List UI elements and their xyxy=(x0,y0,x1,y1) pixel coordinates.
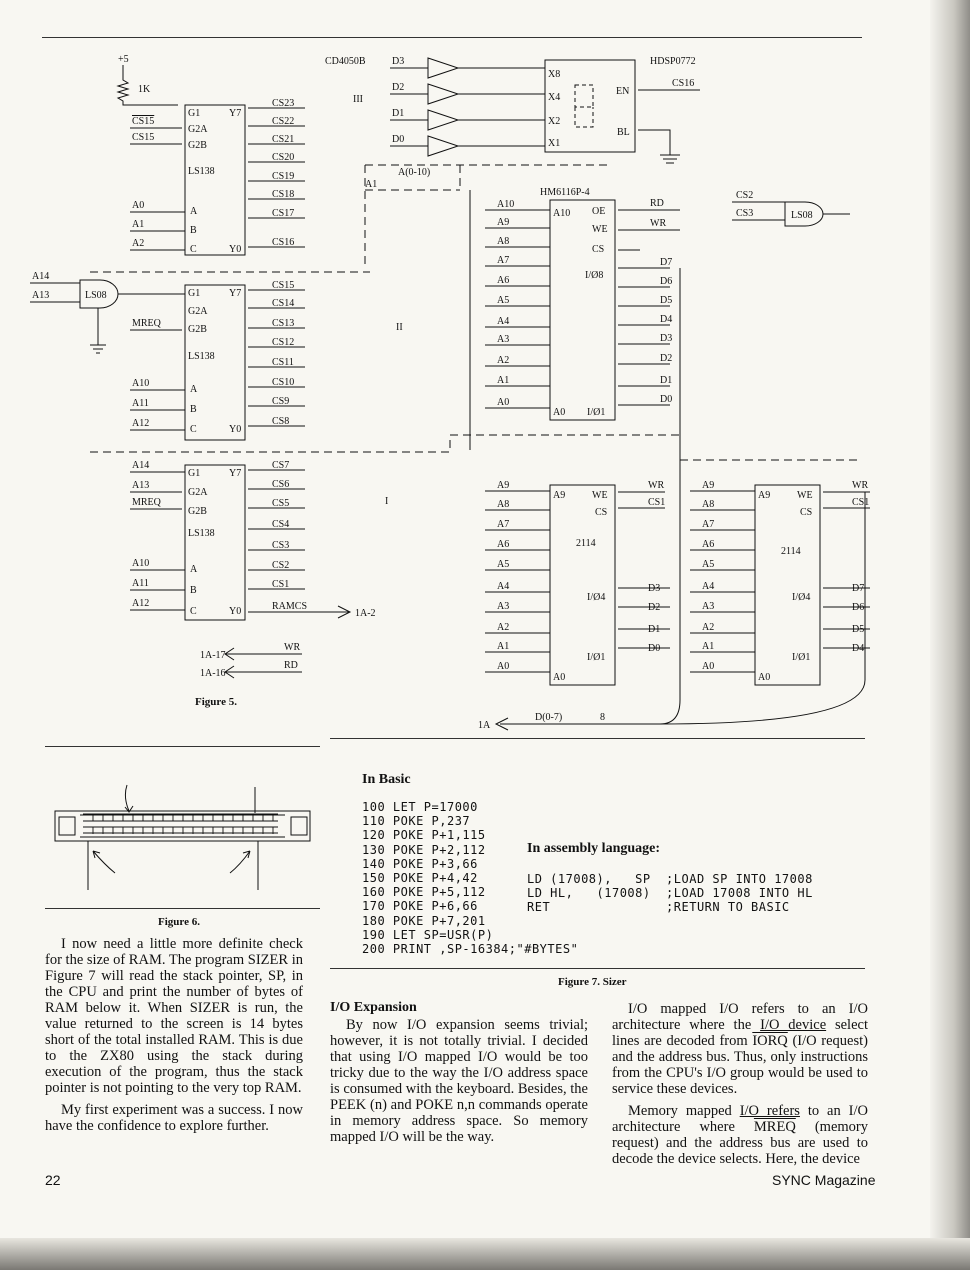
display-pin-x2: X2 xyxy=(548,116,561,127)
sram-right-addr-a7: A7 xyxy=(702,519,715,530)
basic-line: 130 POKE P+2,112 xyxy=(362,842,486,857)
sram-right-pin-cs: CS xyxy=(800,507,813,518)
display-pin-x4: X4 xyxy=(548,92,561,103)
basic-line: 100 LET P=17000 xyxy=(362,800,478,814)
decoder3-pin-g1: G1 xyxy=(188,468,201,479)
ram-pin-oe: OE xyxy=(592,206,606,217)
decoder1-outputs xyxy=(248,98,305,248)
right-column-text xyxy=(612,1001,868,1173)
sram-right-d4: D4 xyxy=(852,643,865,654)
decoder1-pin-b: B xyxy=(190,225,197,236)
decoder3-in-a13: A13 xyxy=(132,480,150,491)
wr-source: 1A-17 xyxy=(200,650,226,661)
decoder1-out-2: CS21 xyxy=(272,134,295,145)
sram-right-chip-label: 2114 xyxy=(781,546,801,557)
basic-line: 140 POKE P+3,66 xyxy=(362,856,478,871)
ram-pin-a10: A10 xyxy=(553,208,571,219)
connector-fingers xyxy=(83,814,278,834)
key-arrow xyxy=(125,785,133,812)
ram-data-lines xyxy=(618,257,680,460)
rd-source: 1A-16 xyxy=(200,668,226,679)
sram-right-pin-a9: A9 xyxy=(758,490,771,501)
decoder3-out-6: CS1 xyxy=(272,579,290,590)
ram-chip-label: HM6116P-4 xyxy=(540,187,590,198)
figure5-schematic xyxy=(20,40,870,740)
right-paragraph-2 xyxy=(612,1103,868,1167)
decoder1-out-0: CS23 xyxy=(272,98,295,109)
display-chip-label: HDSP0772 xyxy=(650,56,696,67)
sram-left-addr-a4: A4 xyxy=(497,581,510,592)
basic-line: 160 POKE P+5,112 xyxy=(362,885,486,900)
decoder1-pin-y0: Y0 xyxy=(229,244,242,255)
sram-left-addr-a9: A9 xyxy=(497,480,510,491)
decoder2-outputs xyxy=(248,280,305,427)
sram-right-addr-a5: A5 xyxy=(702,559,715,570)
figure6-edge-connector xyxy=(45,755,320,905)
ram-addr-a4: A4 xyxy=(497,316,510,327)
sram-right-d7: D7 xyxy=(852,583,865,594)
sram-left-chip-label: 2114 xyxy=(576,538,596,549)
fig6-rule xyxy=(45,746,320,747)
sram-left-pin-cs: CS xyxy=(595,507,608,518)
ram-pin-we: WE xyxy=(592,224,608,235)
sram-left-cs1: CS1 xyxy=(648,497,666,508)
ram-address-lines xyxy=(485,199,550,408)
sram-right-addr-a8: A8 xyxy=(702,499,715,510)
ram-addr-a5: A5 xyxy=(497,295,510,306)
sram-left-addr-a1: A1 xyxy=(497,641,510,652)
right-p2-text-b: to an I/O architecture where xyxy=(612,1103,868,1135)
sram-right-d6: D6 xyxy=(852,602,865,613)
ram-pin-a0: A0 xyxy=(553,407,566,418)
decoder3-pin-a: A xyxy=(190,564,198,575)
magazine-name: SYNC Magazine xyxy=(772,1172,876,1188)
decoder2-pin-b: B xyxy=(190,404,197,415)
sram-left-addr-a8: A8 xyxy=(497,499,510,510)
decoder2-pin-g1: G1 xyxy=(188,288,201,299)
decoder3-out-1: CS6 xyxy=(272,479,290,490)
decoder1-pin-g2b: G2B xyxy=(188,140,207,151)
basic-line: 170 POKE P+6,66 xyxy=(362,899,478,914)
gate-in-a13: A13 xyxy=(32,290,50,301)
fig6-bottom-rule xyxy=(45,908,320,909)
io-expansion-heading: I/O Expansion xyxy=(330,1000,417,1015)
buffer-note: III xyxy=(353,94,363,105)
mreq-signal: MREQ xyxy=(753,1119,796,1135)
right-p1-text-c: (I/O request) and the address bus. Thus, only instructions from the CPU's I/O group would be used to service these devices. xyxy=(612,1033,868,1097)
buffer-in-d2: D2 xyxy=(392,82,405,93)
sram-right-addr-a3: A3 xyxy=(702,601,715,612)
page-edge-shadow xyxy=(930,0,970,1270)
basic-line: 120 POKE P+1,115 xyxy=(362,828,486,843)
sram-right-addr-a9: A9 xyxy=(702,480,715,491)
display-pin-bl: BL xyxy=(617,127,630,138)
decoder2-in-a12: A12 xyxy=(132,418,150,429)
buffer-in-d0: D0 xyxy=(392,134,405,145)
data-bus-connector: 1A xyxy=(478,720,491,731)
ram-addr-a6: A6 xyxy=(497,275,510,286)
sram-right-address-lines xyxy=(690,480,755,672)
seven-segment-digit xyxy=(575,85,593,127)
sram-left-addr-a6: A6 xyxy=(497,539,510,550)
ram-data-d3: D3 xyxy=(660,333,673,344)
decoder1-pin-g1: G1 xyxy=(188,108,201,119)
sram-right-pin-we: WE xyxy=(797,490,813,501)
ram-data-d7: D7 xyxy=(660,257,673,268)
decoder1-in-cs15a: CS15 xyxy=(132,116,155,127)
basic-heading: In Basic xyxy=(362,772,411,787)
data-bus-pin: 8 xyxy=(600,712,605,723)
decoder2-chip-label: LS138 xyxy=(188,351,215,362)
sram-left-pin-io4: I/Ø4 xyxy=(587,592,606,603)
sram-right-addr-a6: A6 xyxy=(702,539,715,550)
decoder3-in-a11: A11 xyxy=(132,578,149,589)
ram-wr: WR xyxy=(650,218,667,229)
top-rule xyxy=(42,37,862,38)
decoder3-in-a12: A12 xyxy=(132,598,150,609)
page-number: 22 xyxy=(45,1172,61,1188)
decoder3-pin-g2b: G2B xyxy=(188,506,207,517)
basic-line: 110 POKE P,237 xyxy=(362,814,471,829)
sram-right-d5: D5 xyxy=(852,624,865,635)
decoder3-out-3: CS4 xyxy=(272,519,290,530)
asm-line: LD (17008), SP ;LOAD SP INTO 17008 xyxy=(527,872,813,886)
figure5-caption: Figure 5. xyxy=(195,696,237,708)
middle-paragraph: By now I/O expansion seems trivial; however, it is not totally trivial. I decided that using I/O mapped I/O would be too tricky due to the way the I/O address space is consumed with the keyboard. Besides, the PEEK (n) and POKE n,n commands operate in memory address space. So memory mapped I/O will be the way. xyxy=(330,1017,588,1145)
decoder3-pin-y7: Y7 xyxy=(229,468,242,479)
ram-data-d6: D6 xyxy=(660,276,673,287)
decoder1-pin-g2a: G2A xyxy=(188,124,208,135)
sram-left-d1: D1 xyxy=(648,624,661,635)
decoder1-in-cs15b: CS15 xyxy=(132,132,155,143)
ram-addr-a3: A3 xyxy=(497,334,510,345)
ram-pin-io8: I/Ø8 xyxy=(585,270,604,281)
rd-label: RD xyxy=(284,660,298,671)
iorq-signal: IORQ xyxy=(752,1033,788,1049)
decoder1-out-5: CS18 xyxy=(272,189,295,200)
decoder2-pin-g2b: G2B xyxy=(188,324,207,335)
sram-left-d3: D3 xyxy=(648,583,661,594)
display-pin-x8: X8 xyxy=(548,69,561,80)
left-column-text xyxy=(45,936,303,1140)
middle-column-text xyxy=(330,1017,588,1151)
fig7-bottom-rule xyxy=(330,968,865,969)
display-pin-x1: X1 xyxy=(548,138,561,149)
fig6-pin23: 23 xyxy=(239,791,252,806)
basic-line: 200 PRINT ,SP-16384;"#BYTES" xyxy=(362,942,579,957)
address-a1-label: A1 xyxy=(365,179,378,190)
ram-addr-a7: A7 xyxy=(497,255,510,266)
asm-heading: In assembly language: xyxy=(527,841,661,856)
ram-addr-a0: A0 xyxy=(497,397,510,408)
decoder1-in-a2: A2 xyxy=(132,238,145,249)
asm-line: LD HL, (17008) ;LOAD 17008 INTO HL xyxy=(527,886,813,901)
sram-right-pin-a0: A0 xyxy=(758,672,771,683)
ram-pin-cs: CS xyxy=(592,244,605,255)
buffer-in-d3: D3 xyxy=(392,56,405,67)
decoder3-pin-y0: Y0 xyxy=(229,606,242,617)
buffer-chip-label: CD4050B xyxy=(325,56,366,67)
decoder1-pin-a: A xyxy=(190,206,198,217)
decoder1-out-6: CS17 xyxy=(272,208,295,219)
asm-listing xyxy=(527,872,813,915)
display-cs16: CS16 xyxy=(672,78,695,89)
decoder2-out-0: CS15 xyxy=(272,280,295,291)
sram-left-pin-we: WE xyxy=(592,490,608,501)
left-paragraph-1: I now need a little more definite check for the size of RAM. The program SIZER in Figure 7 will read the stack pointer, SP, in the CPU and print the number of bytes of RAM below it. When SIZER is run, the value returned to the screen is 14 bytes short of the total installed RAM. This is due to the ZX80 using the stack during execution of the program, thus the stack pointer is not pointing to the very top RAM. xyxy=(45,936,303,1096)
sram-left-d2: D2 xyxy=(648,602,661,613)
right-p1-text-a: I/O mapped I/O refers to an I/O architecture where the xyxy=(612,1001,868,1033)
basic-line: 150 POKE P+4,42 xyxy=(362,871,478,886)
basic-line: 190 LET SP=USR(P) xyxy=(362,927,494,942)
decoder3-out-ramcs: RAMCS xyxy=(272,601,308,612)
sram-right-cs1: CS1 xyxy=(852,497,870,508)
gate-right-cs2: CS2 xyxy=(736,190,754,201)
decoder3-in-a10: A10 xyxy=(132,558,150,569)
ram-addr-a10: A10 xyxy=(497,199,515,210)
ram-data-d4: D4 xyxy=(660,314,673,325)
decoder3-in-mreq: MREQ xyxy=(132,497,161,508)
region-i-label: I xyxy=(385,496,389,507)
vcc-label: +5 xyxy=(118,54,129,65)
gate-right-label: LS08 xyxy=(791,210,813,221)
cut-arrows xyxy=(93,851,250,873)
figure7-caption: Figure 7. Sizer xyxy=(558,976,627,988)
ram-data-d5: D5 xyxy=(660,295,673,306)
decoder2-pin-y0: Y0 xyxy=(229,424,242,435)
fig6-row-a: A xyxy=(84,814,92,825)
decoder1-out-3: CS20 xyxy=(272,152,295,163)
region-ii-label: II xyxy=(396,322,403,333)
sram-left-addr-a5: A5 xyxy=(497,559,510,570)
decoder2-out-5: CS10 xyxy=(272,377,295,388)
sram-left-pin-a9: A9 xyxy=(553,490,566,501)
ram-data-d2: D2 xyxy=(660,353,673,364)
right-p2-text-c: (memory request) and the address bus are used to decode the device selects. Here, the device xyxy=(612,1119,868,1167)
decoder3-pin-c: C xyxy=(190,606,197,617)
ram-rd: RD xyxy=(650,198,664,209)
right-p2-underlined: I/O refers xyxy=(739,1103,800,1119)
wr-label: WR xyxy=(284,642,301,653)
sram-left-addr-a7: A7 xyxy=(497,519,510,530)
data-bus-label: D(0-7) xyxy=(535,712,563,723)
sram-right-addr-a1: A1 xyxy=(702,641,715,652)
gate-right-cs3: CS3 xyxy=(736,208,754,219)
decoder2-pin-g2a: G2A xyxy=(188,306,208,317)
decoder1-in-a1: A1 xyxy=(132,219,145,230)
sram-right-addr-a4: A4 xyxy=(702,581,715,592)
decoder2-out-3: CS12 xyxy=(272,337,295,348)
decoder2-out-2: CS13 xyxy=(272,318,295,329)
right-p1-text-b: select lines are decoded from xyxy=(612,1017,868,1049)
buffer-in-d1: D1 xyxy=(392,108,405,119)
sram-left-pin-a0: A0 xyxy=(553,672,566,683)
right-p1-underlined: I/O device xyxy=(760,1017,827,1033)
decoder2-pin-y7: Y7 xyxy=(229,288,242,299)
ram-addr-a8: A8 xyxy=(497,236,510,247)
address-bus-label: A(0-10) xyxy=(398,167,431,178)
sram-right-addr-a0: A0 xyxy=(702,661,715,672)
gate-in-a14: A14 xyxy=(32,271,50,282)
ram-data-d1: D1 xyxy=(660,375,673,386)
decoder2-in-a10: A10 xyxy=(132,378,150,389)
sram-right-addr-a2: A2 xyxy=(702,622,715,633)
decoder3-pin-b: B xyxy=(190,585,197,596)
ramcs-target: 1A-2 xyxy=(355,608,376,619)
figure6-caption: Figure 6. xyxy=(158,916,200,928)
decoder1-chip-label: LS138 xyxy=(188,166,215,177)
sram-right-pin-io4: I/Ø4 xyxy=(792,592,811,603)
decoder3-pin-g2a: G2A xyxy=(188,487,208,498)
decoder2-out-7: CS8 xyxy=(272,416,290,427)
decoder2-out-4: CS11 xyxy=(272,357,294,368)
fig6-row-b: B xyxy=(84,827,91,838)
decoder3-out-4: CS3 xyxy=(272,540,290,551)
decoder1-out-1: CS22 xyxy=(272,116,295,127)
decoder2-pin-c: C xyxy=(190,424,197,435)
decoder2-pin-a: A xyxy=(190,384,198,395)
fig6-pin1: 1 xyxy=(94,789,101,804)
decoder3-chip-label: LS138 xyxy=(188,528,215,539)
decoder2-out-1: CS14 xyxy=(272,298,295,309)
decoder3-out-2: CS5 xyxy=(272,498,290,509)
decoder1-pin-c: C xyxy=(190,244,197,255)
sram-left-pin-io1: I/Ø1 xyxy=(587,652,606,663)
page-bottom-shadow xyxy=(0,1238,970,1270)
gate-left-label: LS08 xyxy=(85,290,107,301)
sram-left-address-lines xyxy=(485,480,550,672)
decoder1-out-4: CS19 xyxy=(272,171,295,182)
ram-data-d0: D0 xyxy=(660,394,673,405)
sram-left-addr-a3: A3 xyxy=(497,601,510,612)
decoder1-pin-y7: Y7 xyxy=(229,108,242,119)
ram-pin-io1: I/Ø1 xyxy=(587,407,606,418)
ram-addr-a1: A1 xyxy=(497,375,510,386)
decoder3-in-a14: A14 xyxy=(132,460,150,471)
decoder3-outputs xyxy=(248,460,350,612)
left-paragraph-2: My first experiment was a success. I now have the confidence to explore further. xyxy=(45,1102,303,1134)
ram-addr-a9: A9 xyxy=(497,217,510,228)
sram-right-wr: WR xyxy=(852,480,869,491)
sram-right-pin-io1: I/Ø1 xyxy=(792,652,811,663)
fig6-cut-here: CUT HERE xyxy=(133,876,201,891)
right-paragraph-1 xyxy=(612,1001,868,1097)
sram-left-addr-a0: A0 xyxy=(497,661,510,672)
decoder2-out-6: CS9 xyxy=(272,396,290,407)
sram-left-d0: D0 xyxy=(648,643,661,654)
fig7-rule xyxy=(330,738,865,739)
resistor-label: 1K xyxy=(138,84,151,95)
decoder1-out-7: CS16 xyxy=(272,237,295,248)
basic-line: 180 POKE P+7,201 xyxy=(362,913,486,928)
fig6-key-label: KEY xyxy=(117,764,146,779)
decoder3-out-0: CS7 xyxy=(272,460,290,471)
asm-line: RET ;RETURN TO BASIC xyxy=(527,900,790,915)
decoder3-out-5: CS2 xyxy=(272,560,290,571)
sram-left-wr: WR xyxy=(648,480,665,491)
decoder1-in-a0: A0 xyxy=(132,200,145,211)
sram-left-addr-a2: A2 xyxy=(497,622,510,633)
ram-addr-a2: A2 xyxy=(497,355,510,366)
decoder2-in-mreq: MREQ xyxy=(132,318,161,329)
display-pin-en: EN xyxy=(616,86,630,97)
right-p2-text-a: Memory mapped xyxy=(628,1103,740,1119)
decoder2-in-a11: A11 xyxy=(132,398,149,409)
